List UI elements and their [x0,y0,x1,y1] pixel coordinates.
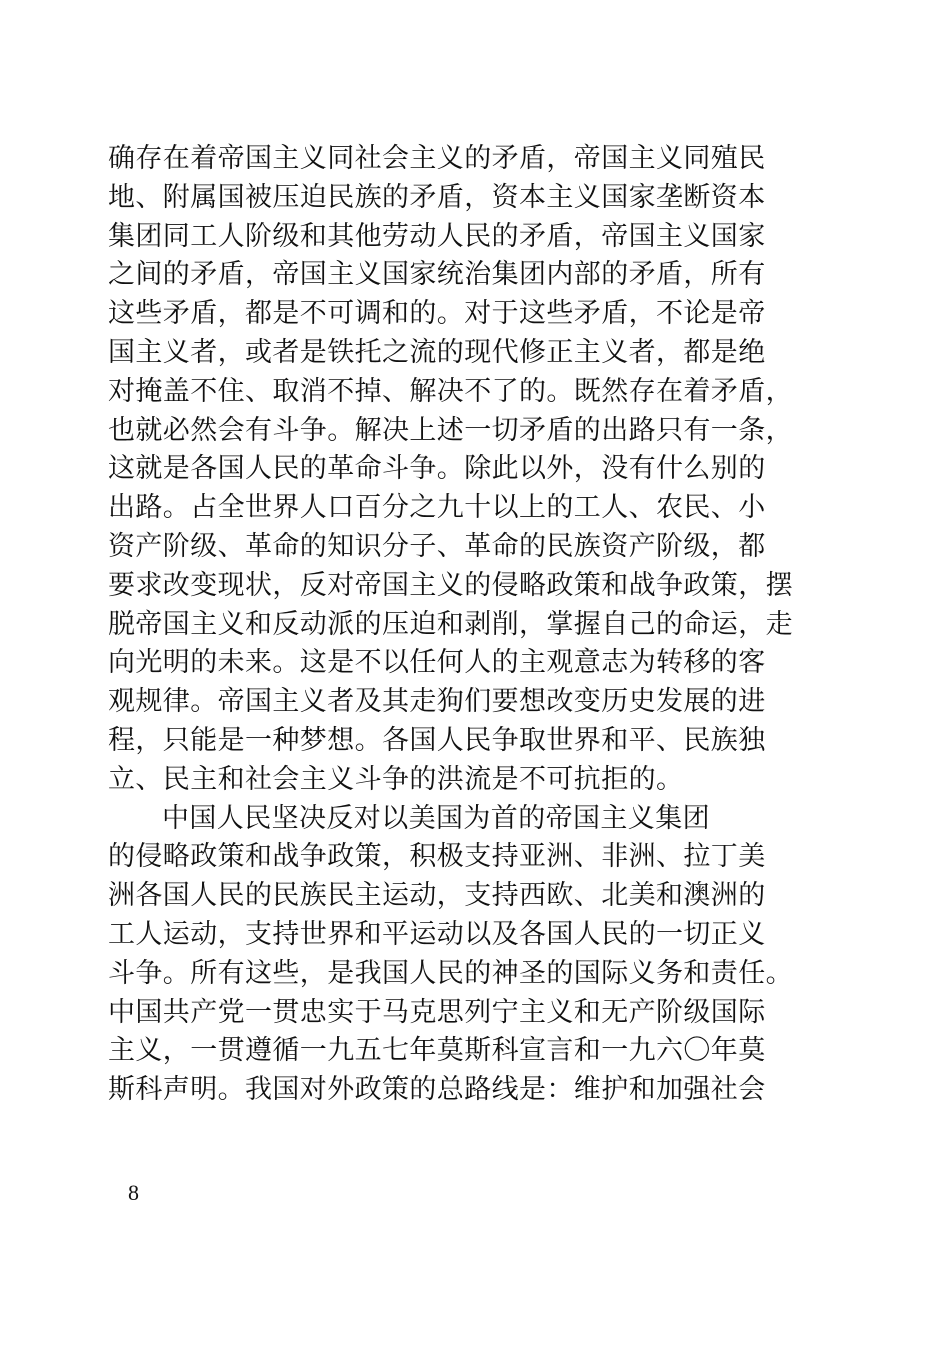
text-line: 观规律。帝国主义者及其走狗们要想改变历史发展的进 [108,686,766,718]
text-line: 出路。占全世界人口百分之九十以上的工人、农民、小 [108,492,766,524]
page-number: 8 [128,1180,139,1205]
body-text [108,140,803,1110]
text-line: 地、附属国被压迫民族的矛盾，资本主义国家垄断资本 [108,181,766,213]
text-line: 斯科声明。我国对外政策的总路线是：维护和加强社会 [108,1074,766,1106]
text-line: 工人运动，支持世界和平运动以及各国人民的一切正义 [108,918,766,950]
text-line: 中国共产党一贯忠实于马克思列宁主义和无产阶级国际 [108,996,766,1028]
text-line: 脱帝国主义和反动派的压迫和剥削，掌握自己的命运，走 [108,608,793,640]
text-line: 也就必然会有斗争。解决上述一切矛盾的出路只有一条， [108,414,793,446]
text-line: 对掩盖不住、取消不掉、解决不了的。既然存在着矛盾， [108,375,793,407]
paragraph-start-line: 中国人民坚决反对以美国为首的帝国主义集团 [162,802,710,834]
text-line: 国主义者，或者是铁托之流的现代修正主义者，都是绝 [108,336,766,368]
text-line: 主义，一贯遵循一九五七年莫斯科宣言和一九六〇年莫 [108,1035,766,1067]
text-line: 确存在着帝国主义同社会主义的矛盾，帝国主义同殖民 [108,143,766,174]
text-line: 这些矛盾，都是不可调和的。对于这些矛盾，不论是帝 [108,298,766,330]
text-line: 向光明的未来。这是不以任何人的主观意志为转移的客 [108,647,766,679]
text-line: 程，只能是一种梦想。各国人民争取世界和平、民族独 [108,724,766,756]
text-line: 这就是各国人民的革命斗争。除此以外，没有什么别的 [108,453,766,485]
text-line: 洲各国人民的民族民主运动，支持西欧、北美和澳洲的 [108,880,766,912]
text-line: 的侵略政策和战争政策，积极支持亚洲、非洲、拉丁美 [108,841,766,873]
text-line: 斗争。所有这些，是我国人民的神圣的国际义务和责任。 [108,957,793,989]
text-line: 资产阶级、革命的知识分子、革命的民族资产阶级，都 [108,530,766,562]
text-line: 立、民主和社会主义斗争的洪流是不可抗拒的。 [108,763,684,795]
text-line: 要求改变现状，反对帝国主义的侵略政策和战争政策，摆 [108,569,793,601]
text-line: 之间的矛盾，帝国主义国家统治集团内部的矛盾，所有 [108,259,766,291]
text-line: 集团同工人阶级和其他劳动人民的矛盾，帝国主义国家 [108,220,766,252]
